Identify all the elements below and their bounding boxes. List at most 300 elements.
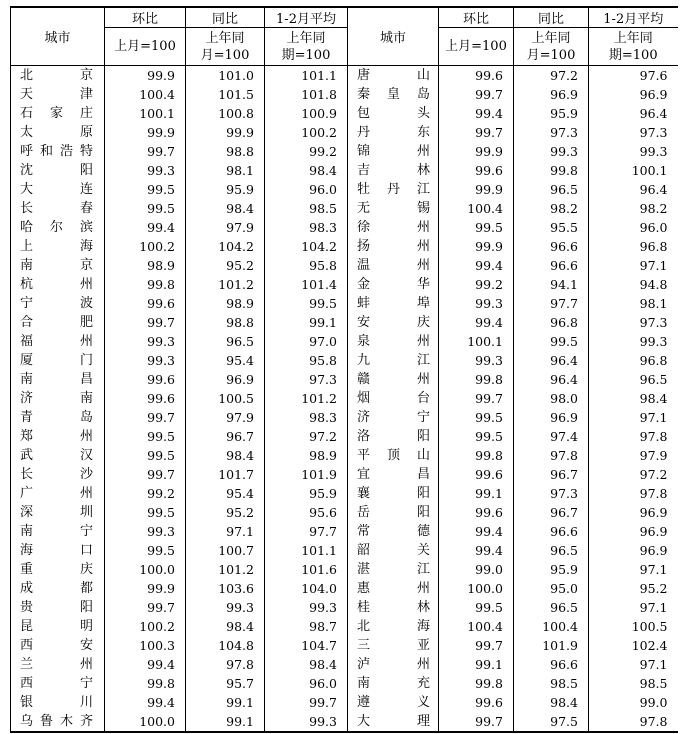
mom-value-cell: 99.9 — [105, 579, 186, 598]
city-name: 牡丹江 — [357, 182, 430, 197]
table-header — [11, 7, 678, 66]
avg-value-cell: 96.9 — [639, 87, 668, 102]
avg-value-cell: 101.1 — [265, 66, 348, 86]
mom-value-cell: 99.7 — [105, 408, 186, 427]
mom-value-cell: 99.1 — [439, 484, 514, 503]
city-name: 包头 — [357, 106, 430, 121]
table-row — [11, 294, 678, 313]
yoy-value-cell: 96.5 — [514, 541, 589, 560]
yoy-value-cell: 99.3 — [186, 598, 265, 617]
city-name: 常德 — [357, 524, 430, 539]
yoy-value-cell: 97.9 — [186, 218, 265, 237]
city-cell — [11, 522, 105, 541]
table-row — [11, 598, 678, 617]
yoy-value-cell: 99.5 — [514, 332, 589, 351]
avg-value-cell: 96.9 — [639, 524, 668, 539]
city-name: 西宁 — [20, 676, 93, 691]
city-cell — [348, 522, 439, 541]
mom-value-cell: 99.5 — [439, 408, 514, 427]
table-row — [11, 180, 678, 199]
table-row — [11, 560, 678, 579]
mom-value-cell: 100.4 — [439, 199, 514, 218]
city-cell — [348, 541, 439, 560]
avg-value-cell: 100.2 — [265, 123, 348, 142]
city-name: 金华 — [357, 277, 430, 292]
yoy-value-cell: 96.7 — [514, 503, 589, 522]
yoy-value-cell: 97.3 — [514, 484, 589, 503]
mom-value-cell: 99.8 — [439, 446, 514, 465]
avg-value-cell: 101.4 — [265, 275, 348, 294]
avg-value-cell: 97.1 — [639, 600, 668, 615]
yoy-value-cell: 95.2 — [186, 503, 265, 522]
city-cell — [348, 579, 439, 598]
table-row — [11, 237, 678, 256]
city-cell — [348, 351, 439, 370]
avg-value-cell: 97.1 — [639, 657, 668, 672]
city-name: 吉林 — [357, 163, 430, 178]
mom-value-cell: 99.6 — [439, 693, 514, 712]
city-cell — [348, 142, 439, 161]
mom-value-cell: 99.6 — [105, 294, 186, 313]
mom-value-cell: 99.1 — [439, 655, 514, 674]
mom-value-cell: 99.7 — [105, 465, 186, 484]
avg-value-cell: 97.1 — [639, 258, 668, 273]
mom-value-cell: 100.2 — [105, 617, 186, 636]
city-cell — [348, 66, 439, 86]
avg-value-cell: 98.3 — [265, 408, 348, 427]
header-city-right: 城市 — [348, 7, 439, 66]
yoy-value-cell: 95.2 — [186, 256, 265, 275]
mom-value-cell: 100.4 — [105, 85, 186, 104]
city-cell — [348, 332, 439, 351]
city-cell — [11, 275, 105, 294]
mom-value-cell: 99.5 — [105, 503, 186, 522]
city-name: 泸州 — [357, 657, 430, 672]
mom-value-cell: 99.9 — [439, 180, 514, 199]
mom-value-cell: 99.4 — [439, 522, 514, 541]
city-cell — [11, 237, 105, 256]
header-yoy-base-right — [514, 28, 589, 66]
avg-value-cell: 96.0 — [265, 674, 348, 693]
avg-value-cell: 99.3 — [639, 144, 668, 159]
table-row — [11, 66, 678, 86]
city-name: 锦州 — [357, 144, 430, 159]
city-cell — [348, 389, 439, 408]
avg-value-cell: 99.0 — [639, 695, 668, 710]
yoy-value-cell: 97.8 — [514, 446, 589, 465]
city-name: 洛阳 — [357, 429, 430, 444]
city-cell — [11, 161, 105, 180]
mom-value-cell: 99.5 — [439, 598, 514, 617]
yoy-value-cell: 97.3 — [514, 123, 589, 142]
city-name: 湛江 — [357, 562, 430, 577]
mom-value-cell: 99.7 — [105, 598, 186, 617]
city-cell — [11, 579, 105, 598]
table-body — [11, 66, 678, 733]
city-cell — [11, 712, 105, 732]
yoy-value-cell: 95.9 — [514, 560, 589, 579]
mom-value-cell: 99.2 — [105, 484, 186, 503]
yoy-value-cell: 95.9 — [186, 180, 265, 199]
mom-value-cell: 99.5 — [439, 218, 514, 237]
city-cell — [348, 180, 439, 199]
yoy-value-cell: 97.2 — [514, 66, 589, 86]
avg-value-cell: 97.7 — [265, 522, 348, 541]
yoy-value-cell: 99.1 — [186, 712, 265, 732]
yoy-value-cell: 96.5 — [514, 180, 589, 199]
yoy-value-cell: 98.4 — [186, 199, 265, 218]
city-name: 安庆 — [357, 315, 430, 330]
mom-value-cell: 99.6 — [105, 370, 186, 389]
yoy-value-cell: 95.0 — [514, 579, 589, 598]
mom-value-cell: 99.4 — [439, 104, 514, 123]
city-name: 长沙 — [20, 467, 93, 482]
mom-value-cell: 99.8 — [105, 275, 186, 294]
city-name: 青岛 — [20, 410, 93, 425]
city-cell — [348, 693, 439, 712]
city-name: 大理 — [357, 714, 430, 729]
yoy-value-cell: 95.7 — [186, 674, 265, 693]
yoy-value-cell: 101.2 — [186, 560, 265, 579]
city-cell — [11, 256, 105, 275]
avg-value-cell: 96.4 — [639, 106, 668, 121]
avg-value-cell: 98.2 — [639, 201, 668, 216]
city-name: 呼和浩特 — [20, 144, 93, 159]
mom-value-cell: 100.3 — [105, 636, 186, 655]
yoy-value-cell: 104.8 — [186, 636, 265, 655]
mom-value-cell: 100.1 — [105, 104, 186, 123]
table-row — [11, 85, 678, 104]
city-name: 南京 — [20, 258, 93, 273]
avg-value-cell: 98.4 — [265, 655, 348, 674]
city-name: 泉州 — [357, 334, 430, 349]
city-name: 襄阳 — [357, 486, 430, 501]
city-cell — [11, 427, 105, 446]
yoy-value-cell: 94.1 — [514, 275, 589, 294]
city-name: 海口 — [20, 543, 93, 558]
mom-value-cell: 99.7 — [439, 123, 514, 142]
yoy-value-cell: 97.9 — [186, 408, 265, 427]
header-yoy-base-line1: 上年同 — [531, 30, 571, 46]
table-row — [11, 579, 678, 598]
city-cell — [11, 465, 105, 484]
city-cell — [11, 294, 105, 313]
city-cell — [348, 560, 439, 579]
city-cell — [11, 104, 105, 123]
city-cell — [348, 674, 439, 693]
city-cell — [348, 636, 439, 655]
city-name: 无锡 — [357, 201, 430, 216]
header-avg-base-line1: 上年同 — [286, 30, 326, 46]
header-mom-base-right: 上月=100 — [439, 28, 514, 66]
avg-value-cell: 97.3 — [639, 315, 668, 330]
city-name: 徐州 — [357, 220, 430, 235]
header-avg-left: 1-2月平均 — [265, 7, 348, 28]
table-row — [11, 256, 678, 275]
city-name: 蚌埠 — [357, 296, 430, 311]
city-name: 乌鲁木齐 — [20, 714, 93, 729]
city-cell — [11, 693, 105, 712]
yoy-value-cell: 103.6 — [186, 579, 265, 598]
avg-value-cell: 96.0 — [265, 180, 348, 199]
avg-value-cell: 98.4 — [265, 161, 348, 180]
header-mom-left: 环比 — [105, 7, 186, 28]
avg-value-cell: 95.2 — [639, 581, 668, 596]
header-city-left: 城市 — [11, 7, 105, 66]
yoy-value-cell: 101.7 — [186, 465, 265, 484]
mom-value-cell: 99.6 — [439, 503, 514, 522]
avg-value-cell: 99.7 — [265, 693, 348, 712]
city-cell — [348, 712, 439, 732]
city-cell — [11, 389, 105, 408]
avg-value-cell: 104.7 — [265, 636, 348, 655]
city-name: 北京 — [20, 68, 93, 83]
city-name: 南昌 — [20, 372, 93, 387]
table-row — [11, 218, 678, 237]
avg-value-cell: 94.8 — [639, 277, 668, 292]
mom-value-cell: 99.6 — [439, 66, 514, 86]
mom-value-cell: 99.7 — [439, 636, 514, 655]
mom-value-cell: 99.4 — [105, 218, 186, 237]
table-row — [11, 123, 678, 142]
avg-value-cell: 96.5 — [639, 372, 668, 387]
mom-value-cell: 99.4 — [105, 693, 186, 712]
yoy-value-cell: 98.4 — [514, 693, 589, 712]
avg-value-cell: 101.9 — [265, 465, 348, 484]
yoy-value-cell: 98.8 — [186, 142, 265, 161]
yoy-value-cell: 100.4 — [514, 617, 589, 636]
mom-value-cell: 99.3 — [105, 522, 186, 541]
mom-value-cell: 99.5 — [105, 427, 186, 446]
avg-value-cell: 97.1 — [639, 410, 668, 425]
yoy-value-cell: 100.5 — [186, 389, 265, 408]
table-row — [11, 617, 678, 636]
avg-value-cell: 99.5 — [265, 294, 348, 313]
mom-value-cell: 100.4 — [439, 617, 514, 636]
city-cell — [348, 427, 439, 446]
city-name: 大连 — [20, 182, 93, 197]
city-name: 广州 — [20, 486, 93, 501]
yoy-value-cell: 100.7 — [186, 541, 265, 560]
mom-value-cell: 99.3 — [105, 351, 186, 370]
yoy-value-cell: 96.4 — [514, 370, 589, 389]
table-row — [11, 370, 678, 389]
city-name: 天津 — [20, 87, 93, 102]
yoy-value-cell: 101.5 — [186, 85, 265, 104]
city-cell — [348, 655, 439, 674]
header-yoy-left: 同比 — [186, 7, 265, 28]
city-name: 九江 — [357, 353, 430, 368]
yoy-value-cell: 96.9 — [514, 408, 589, 427]
mom-value-cell: 100.0 — [439, 579, 514, 598]
avg-value-cell: 100.9 — [265, 104, 348, 123]
avg-value-cell: 97.2 — [639, 467, 668, 482]
avg-value-cell: 95.8 — [265, 256, 348, 275]
table-row — [11, 275, 678, 294]
yoy-value-cell: 96.6 — [514, 522, 589, 541]
avg-value-cell: 97.6 — [639, 68, 668, 83]
city-name: 赣州 — [357, 372, 430, 387]
avg-value-cell: 97.0 — [265, 332, 348, 351]
avg-value-cell: 97.8 — [639, 714, 668, 729]
city-cell — [348, 370, 439, 389]
table-row — [11, 674, 678, 693]
city-name: 成都 — [20, 581, 93, 596]
city-cell — [11, 85, 105, 104]
city-name: 宜昌 — [357, 467, 430, 482]
avg-value-cell: 96.9 — [639, 543, 668, 558]
table-row — [11, 389, 678, 408]
city-name: 上海 — [20, 239, 93, 254]
avg-value-cell: 97.8 — [639, 429, 668, 444]
avg-value-cell: 97.3 — [639, 125, 668, 140]
mom-value-cell: 99.5 — [105, 180, 186, 199]
avg-value-cell: 99.1 — [265, 313, 348, 332]
mom-value-cell: 100.1 — [439, 332, 514, 351]
avg-value-cell: 96.8 — [639, 239, 668, 254]
yoy-value-cell: 95.4 — [186, 351, 265, 370]
mom-value-cell: 99.7 — [439, 712, 514, 732]
yoy-value-cell: 99.9 — [186, 123, 265, 142]
yoy-value-cell: 96.6 — [514, 256, 589, 275]
avg-value-cell: 101.2 — [265, 389, 348, 408]
city-name: 杭州 — [20, 277, 93, 292]
city-name: 厦门 — [20, 353, 93, 368]
city-cell — [11, 503, 105, 522]
mom-value-cell: 99.9 — [439, 142, 514, 161]
yoy-value-cell: 95.5 — [514, 218, 589, 237]
avg-value-cell: 99.3 — [639, 334, 668, 349]
city-cell — [11, 351, 105, 370]
table-row — [11, 408, 678, 427]
city-cell — [348, 275, 439, 294]
mom-value-cell: 99.3 — [105, 161, 186, 180]
avg-value-cell: 102.4 — [631, 638, 668, 653]
mom-value-cell: 99.4 — [105, 655, 186, 674]
yoy-value-cell: 96.4 — [514, 351, 589, 370]
yoy-value-cell: 98.9 — [186, 294, 265, 313]
avg-value-cell: 99.3 — [265, 598, 348, 617]
city-name: 南宁 — [20, 524, 93, 539]
avg-value-cell: 104.2 — [265, 237, 348, 256]
avg-value-cell: 100.5 — [631, 619, 668, 634]
mom-value-cell: 100.0 — [105, 560, 186, 579]
city-name: 郑州 — [20, 429, 93, 444]
city-name: 唐山 — [357, 68, 430, 83]
city-name: 贵阳 — [20, 600, 93, 615]
yoy-value-cell: 99.8 — [514, 161, 589, 180]
header-yoy-base-left — [186, 28, 265, 66]
table-row — [11, 484, 678, 503]
table-row — [11, 636, 678, 655]
city-cell — [348, 408, 439, 427]
table-row — [11, 465, 678, 484]
avg-value-cell: 104.0 — [265, 579, 348, 598]
yoy-value-cell: 101.0 — [186, 66, 265, 86]
city-cell — [11, 408, 105, 427]
header-yoy-base-line2: 月=100 — [526, 47, 576, 63]
city-cell — [348, 237, 439, 256]
yoy-value-cell: 98.0 — [514, 389, 589, 408]
yoy-value-cell: 104.2 — [186, 237, 265, 256]
city-cell — [11, 655, 105, 674]
city-cell — [348, 123, 439, 142]
city-cell — [348, 313, 439, 332]
avg-value-cell: 97.9 — [639, 448, 668, 463]
city-name: 岳阳 — [357, 505, 430, 520]
avg-value-cell: 95.8 — [265, 351, 348, 370]
city-cell — [348, 617, 439, 636]
table-row — [11, 541, 678, 560]
avg-value-cell: 95.6 — [265, 503, 348, 522]
avg-value-cell: 98.4 — [639, 391, 668, 406]
yoy-value-cell: 98.1 — [186, 161, 265, 180]
city-name: 遵义 — [357, 695, 430, 710]
avg-value-cell: 97.1 — [639, 562, 668, 577]
header-yoy-base-line2: 月=100 — [200, 47, 250, 63]
header-yoy-right: 同比 — [514, 7, 589, 28]
avg-value-cell: 97.8 — [639, 486, 668, 501]
table-row — [11, 332, 678, 351]
yoy-value-cell: 101.2 — [186, 275, 265, 294]
mom-value-cell: 99.3 — [105, 332, 186, 351]
city-name: 长春 — [20, 201, 93, 216]
city-name: 武汉 — [20, 448, 93, 463]
city-cell — [348, 503, 439, 522]
mom-value-cell: 99.0 — [439, 560, 514, 579]
city-cell — [11, 218, 105, 237]
city-cell — [348, 218, 439, 237]
mom-value-cell: 99.8 — [105, 674, 186, 693]
city-cell — [348, 294, 439, 313]
mom-value-cell: 99.8 — [439, 370, 514, 389]
yoy-value-cell: 96.6 — [514, 655, 589, 674]
yoy-value-cell: 99.1 — [186, 693, 265, 712]
avg-value-cell: 96.4 — [639, 182, 668, 197]
city-name: 秦皇岛 — [357, 87, 430, 102]
city-cell — [11, 446, 105, 465]
city-cell — [348, 446, 439, 465]
city-name: 济宁 — [357, 410, 430, 425]
city-cell — [348, 85, 439, 104]
yoy-value-cell: 96.6 — [514, 237, 589, 256]
mom-value-cell: 100.0 — [105, 712, 186, 732]
header-yoy-base-line1: 上年同 — [205, 30, 245, 46]
city-cell — [11, 541, 105, 560]
mom-value-cell: 99.3 — [439, 294, 514, 313]
table-row — [11, 351, 678, 370]
table-row — [11, 313, 678, 332]
yoy-value-cell: 96.5 — [514, 598, 589, 617]
city-cell — [348, 465, 439, 484]
avg-value-cell: 95.9 — [265, 484, 348, 503]
mom-value-cell: 99.7 — [439, 389, 514, 408]
yoy-value-cell: 99.3 — [514, 142, 589, 161]
yoy-value-cell: 96.7 — [186, 427, 265, 446]
city-cell — [11, 598, 105, 617]
city-cell — [11, 370, 105, 389]
yoy-value-cell: 96.9 — [514, 85, 589, 104]
mom-value-cell: 100.2 — [105, 237, 186, 256]
city-name: 烟台 — [357, 391, 430, 406]
yoy-value-cell: 95.9 — [514, 104, 589, 123]
mom-value-cell: 99.4 — [439, 313, 514, 332]
mom-value-cell: 99.2 — [439, 275, 514, 294]
yoy-value-cell: 97.8 — [186, 655, 265, 674]
city-name: 北海 — [357, 619, 430, 634]
mom-value-cell: 99.7 — [105, 142, 186, 161]
city-name: 西安 — [20, 638, 93, 653]
